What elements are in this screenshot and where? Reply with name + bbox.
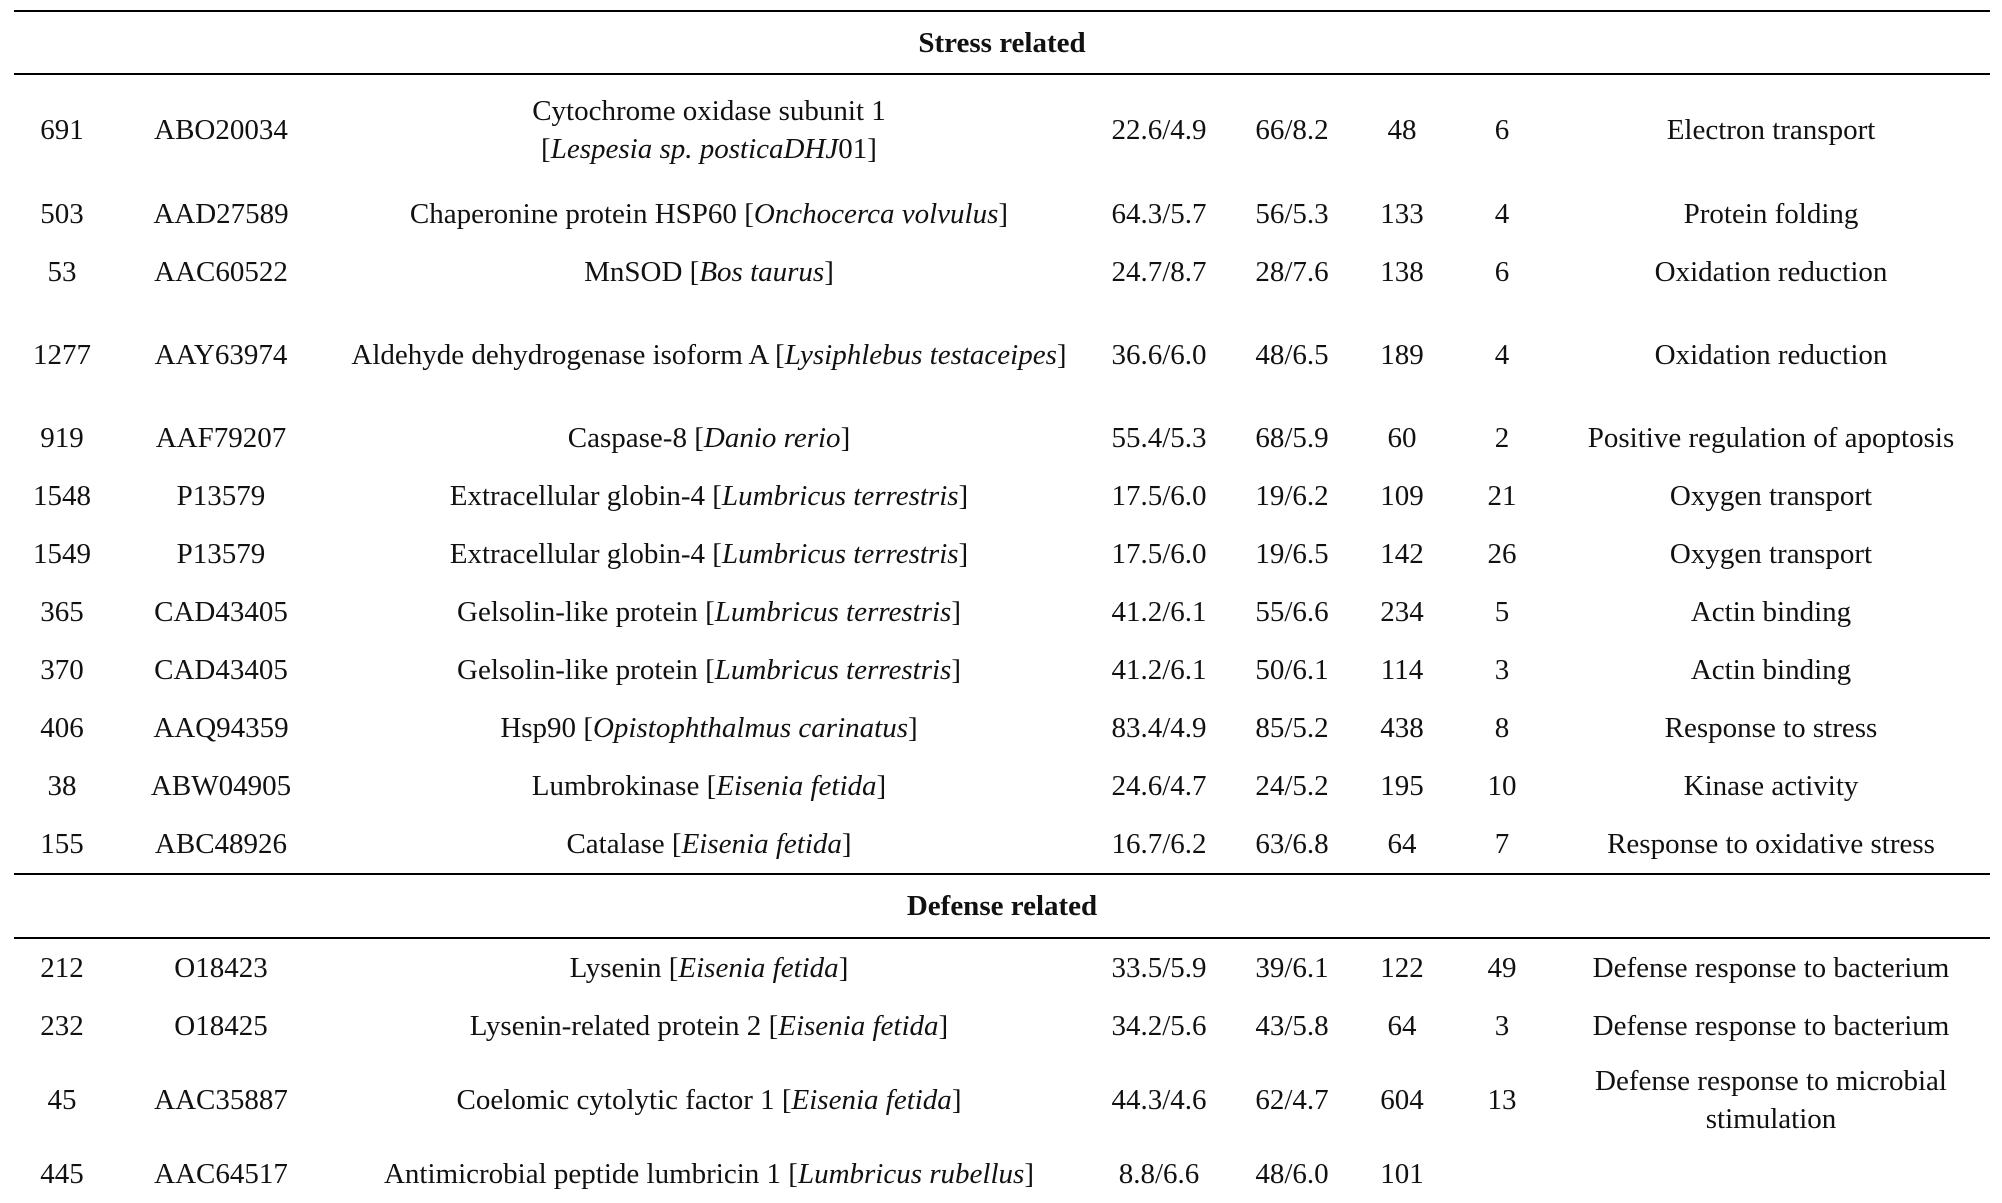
function-cell: Protein folding (1683, 198, 1859, 230)
spot-number-cell: 155 (40, 828, 84, 860)
section-header-row (14, 874, 1990, 938)
theoretical-mw-pi-cell: 36.6/6.0 (1111, 339, 1207, 371)
score-cell: 189 (1380, 339, 1424, 371)
score-cell: 122 (1380, 952, 1424, 984)
species-name: Danio rerio (703, 422, 841, 454)
score-cell: 60 (1387, 422, 1417, 454)
spot-number-cell: 370 (40, 654, 84, 686)
accession-cell: O18423 (174, 952, 268, 984)
matched-peptides-cell: 5 (1494, 596, 1510, 628)
theoretical-mw-pi-cell: 8.8/6.6 (1118, 1158, 1200, 1190)
experimental-mw-pi-cell: 19/6.5 (1255, 538, 1329, 570)
table-row (14, 938, 1990, 997)
spot-number-cell: 212 (40, 952, 84, 984)
species-name: Lumbricus terrestris (721, 480, 959, 512)
matched-peptides-cell: 21 (1487, 480, 1517, 512)
function-cell: Defense response to bacterium (1592, 1010, 1950, 1042)
table-row (14, 409, 1990, 467)
experimental-mw-pi-cell: 66/8.2 (1255, 114, 1329, 146)
spot-number-cell: 1277 (33, 339, 91, 371)
function-cell: Oxidation reduction (1654, 339, 1888, 371)
matched-peptides-cell: 13 (1487, 1084, 1517, 1116)
experimental-mw-pi-cell: 48/6.0 (1255, 1158, 1329, 1190)
theoretical-mw-pi-cell: 17.5/6.0 (1111, 480, 1207, 512)
table-row (14, 301, 1990, 409)
score-cell: 133 (1380, 198, 1424, 230)
table-row (14, 467, 1990, 525)
spot-number-cell: 919 (40, 422, 84, 454)
protein-name-cell: Chaperonine protein HSP60 [Onchocerca volvulus] (409, 198, 1009, 230)
protein-name: Lysenin (569, 952, 662, 984)
accession-cell: ABO20034 (154, 114, 288, 146)
protein-name: Lumbrokinase (531, 770, 700, 802)
protein-name-cell: Extracellular globin-4 [Lumbricus terrestris] (449, 480, 969, 512)
protein-name-cell: Coelomic cytolytic factor 1 [Eisenia fetida] (456, 1084, 962, 1116)
accession-cell: CAD43405 (154, 596, 288, 628)
spot-number-cell: 365 (40, 596, 84, 628)
matched-peptides-cell: 7 (1494, 828, 1510, 860)
function-cell: Oxidation reduction (1654, 256, 1888, 288)
experimental-mw-pi-cell: 28/7.6 (1255, 256, 1329, 288)
section-title: Defense related (14, 874, 1990, 938)
function-cell: Oxygen transport (1669, 480, 1873, 512)
protein-name-cell: Catalase [Eisenia fetida] (566, 828, 852, 860)
protein-name: MnSOD (584, 256, 683, 288)
protein-table (14, 10, 1990, 1203)
function-cell: Kinase activity (1683, 770, 1859, 802)
table-row (14, 185, 1990, 243)
section-header-row (14, 11, 1990, 74)
matched-peptides-cell: 3 (1494, 1010, 1510, 1042)
matched-peptides-cell: 26 (1487, 538, 1517, 570)
function-cell: Defense response to bacterium (1592, 952, 1950, 984)
function-cell: Actin binding (1690, 654, 1852, 686)
score-cell: 114 (1380, 654, 1424, 686)
theoretical-mw-pi-cell: 34.2/5.6 (1111, 1010, 1207, 1042)
species-name: Opistophthalmus carinatus (592, 712, 908, 744)
matched-peptides-cell: 4 (1494, 339, 1510, 371)
species-name: Lumbricus rubellus (797, 1158, 1025, 1190)
table-row (14, 997, 1990, 1055)
species-name: Eisenia fetida (681, 828, 842, 860)
theoretical-mw-pi-cell: 83.4/4.9 (1111, 712, 1207, 744)
matched-peptides-cell: 10 (1487, 770, 1517, 802)
function-cell: Response to oxidative stress (1607, 828, 1935, 860)
experimental-mw-pi-cell: 85/5.2 (1255, 712, 1329, 744)
score-cell: 142 (1380, 538, 1424, 570)
protein-name: Coelomic cytolytic factor 1 (456, 1084, 775, 1116)
table-row (14, 583, 1990, 641)
protein-name-cell: Gelsolin-like protein [Lumbricus terrestris] (457, 596, 961, 628)
spot-number-cell: 1549 (33, 538, 91, 570)
protein-name: Lysenin-related protein 2 (469, 1010, 762, 1042)
species-name: Lumbricus terrestris (714, 654, 952, 686)
score-cell: 48 (1387, 114, 1417, 146)
accession-cell: AAD27589 (153, 198, 289, 230)
table-row (14, 815, 1990, 874)
experimental-mw-pi-cell: 19/6.2 (1255, 480, 1329, 512)
accession-cell: AAQ94359 (153, 712, 289, 744)
protein-name: Chaperonine protein HSP60 (409, 198, 737, 230)
matched-peptides-cell: 4 (1494, 198, 1510, 230)
table-row (14, 699, 1990, 757)
theoretical-mw-pi-cell: 41.2/6.1 (1111, 596, 1207, 628)
matched-peptides-cell: 3 (1494, 654, 1510, 686)
species-name: Onchocerca volvulus (753, 198, 999, 230)
experimental-mw-pi-cell: 50/6.1 (1255, 654, 1329, 686)
spot-number-cell: 691 (40, 114, 84, 146)
matched-peptides-cell: 8 (1494, 712, 1510, 744)
experimental-mw-pi-cell: 68/5.9 (1255, 422, 1329, 454)
protein-name-cell: Aldehyde dehydrogenase isoform A [Lysiphlebus testaceipes] (351, 339, 1067, 371)
identified-proteins-table (14, 10, 1990, 1203)
score-cell: 438 (1380, 712, 1424, 744)
score-cell: 138 (1380, 256, 1424, 288)
spot-number-cell: 53 (47, 256, 77, 288)
experimental-mw-pi-cell: 56/5.3 (1255, 198, 1329, 230)
protein-name: Extracellular globin-4 (449, 538, 706, 570)
theoretical-mw-pi-cell: 22.6/4.9 (1111, 114, 1207, 146)
protein-name: Hsp90 (500, 712, 577, 744)
function-cell: Defense response to microbial stimulation (1595, 1065, 1947, 1135)
section-title: Stress related (14, 11, 1990, 74)
experimental-mw-pi-cell: 62/4.7 (1255, 1084, 1329, 1116)
protein-name: Cytochrome oxidase subunit 1 (532, 95, 886, 127)
table-row (14, 757, 1990, 815)
accession-cell: ABC48926 (154, 828, 288, 860)
protein-name-cell: Lysenin [Eisenia fetida] (569, 952, 849, 984)
table-row (14, 641, 1990, 699)
protein-name-cell: Extracellular globin-4 [Lumbricus terrestris] (449, 538, 969, 570)
species-name: Bos taurus (699, 256, 825, 288)
species-name: Lumbricus terrestris (721, 538, 959, 570)
protein-name-cell: Antimicrobial peptide lumbricin 1 [Lumbricus rubellus] (383, 1158, 1035, 1190)
score-cell: 234 (1380, 596, 1424, 628)
function-cell: Electron transport (1666, 114, 1876, 146)
function-cell: Oxygen transport (1669, 538, 1873, 570)
accession-cell: AAC64517 (154, 1158, 288, 1190)
protein-name-cell: Hsp90 [Opistophthalmus carinatus] (500, 712, 918, 744)
species-name: Eisenia fetida (791, 1084, 952, 1116)
theoretical-mw-pi-cell: 64.3/5.7 (1111, 198, 1207, 230)
theoretical-mw-pi-cell: 24.7/8.7 (1111, 256, 1207, 288)
accession-cell: AAF79207 (155, 422, 287, 454)
accession-cell: AAC60522 (154, 256, 288, 288)
accession-cell: AAY63974 (154, 339, 288, 371)
protein-name-cell: Lysenin-related protein 2 [Eisenia fetida] (469, 1010, 949, 1042)
score-cell: 101 (1380, 1158, 1424, 1190)
spot-number-cell: 45 (47, 1084, 77, 1116)
theoretical-mw-pi-cell: 33.5/5.9 (1111, 952, 1207, 984)
accession-cell: CAD43405 (154, 654, 288, 686)
spot-number-cell: 232 (40, 1010, 84, 1042)
score-cell: 195 (1380, 770, 1424, 802)
function-cell: Positive regulation of apoptosis (1587, 422, 1955, 454)
experimental-mw-pi-cell: 63/6.8 (1255, 828, 1329, 860)
table-row (14, 243, 1990, 301)
spot-number-cell: 445 (40, 1158, 84, 1190)
experimental-mw-pi-cell: 43/5.8 (1255, 1010, 1329, 1042)
function-cell: Response to stress (1664, 712, 1878, 744)
protein-name-cell: MnSOD [Bos taurus] (584, 256, 834, 288)
experimental-mw-pi-cell: 48/6.5 (1255, 339, 1329, 371)
function-cell: Actin binding (1690, 596, 1852, 628)
table-row (14, 74, 1990, 185)
matched-peptides-cell: 6 (1494, 114, 1510, 146)
protein-name: Catalase (566, 828, 665, 860)
spot-number-cell: 38 (47, 770, 77, 802)
spot-number-cell: 503 (40, 198, 84, 230)
table-body (14, 11, 1990, 1203)
score-cell: 604 (1380, 1084, 1424, 1116)
protein-name-cell: Caspase-8 [Danio rerio] (567, 422, 851, 454)
species-name: Eisenia fetida (778, 1010, 939, 1042)
experimental-mw-pi-cell: 24/5.2 (1255, 770, 1329, 802)
accession-cell: ABW04905 (150, 770, 292, 802)
matched-peptides-cell: 49 (1487, 952, 1517, 984)
species-name: Eisenia fetida (716, 770, 877, 802)
accession-cell: AAC35887 (154, 1084, 288, 1116)
protein-name: Antimicrobial peptide lumbricin 1 (383, 1158, 782, 1190)
accession-cell: P13579 (176, 538, 266, 570)
theoretical-mw-pi-cell: 41.2/6.1 (1111, 654, 1207, 686)
species-suffix: 01 (838, 133, 868, 165)
species-name: Eisenia fetida (678, 952, 839, 984)
protein-name-cell: Lumbrokinase [Eisenia fetida] (531, 770, 887, 802)
theoretical-mw-pi-cell: 55.4/5.3 (1111, 422, 1207, 454)
protein-name: Gelsolin-like protein (457, 596, 698, 628)
spot-number-cell: 1548 (33, 480, 91, 512)
species-name: Lysiphlebus testaceipes (784, 339, 1057, 371)
species-name: Lumbricus terrestris (714, 596, 952, 628)
experimental-mw-pi-cell: 39/6.1 (1255, 952, 1329, 984)
matched-peptides-cell (1452, 1145, 1552, 1203)
theoretical-mw-pi-cell: 24.6/4.7 (1111, 770, 1207, 802)
score-cell: 109 (1380, 480, 1424, 512)
protein-name-cell: Cytochrome oxidase subunit 1 [Lespesia sp. posticaDHJ01] (532, 95, 886, 165)
species-name: Lespesia sp. posticaDHJ (550, 133, 839, 165)
accession-cell: P13579 (176, 480, 266, 512)
score-cell: 64 (1387, 828, 1417, 860)
matched-peptides-cell: 6 (1494, 256, 1510, 288)
protein-name: Extracellular globin-4 (449, 480, 706, 512)
spot-number-cell: 406 (40, 712, 84, 744)
table-row (14, 525, 1990, 583)
protein-name-cell: Gelsolin-like protein [Lumbricus terrestris] (457, 654, 961, 686)
theoretical-mw-pi-cell: 17.5/6.0 (1111, 538, 1207, 570)
matched-peptides-cell: 2 (1494, 422, 1510, 454)
function-cell (1552, 1145, 1990, 1203)
protein-name: Gelsolin-like protein (457, 654, 698, 686)
table-row (14, 1145, 1990, 1203)
table-row (14, 1055, 1990, 1145)
accession-cell: O18425 (174, 1010, 268, 1042)
protein-name: Caspase-8 (567, 422, 687, 454)
protein-name: Aldehyde dehydrogenase isoform A (351, 339, 768, 371)
score-cell: 64 (1387, 1010, 1417, 1042)
theoretical-mw-pi-cell: 44.3/4.6 (1111, 1084, 1207, 1116)
experimental-mw-pi-cell: 55/6.6 (1255, 596, 1329, 628)
theoretical-mw-pi-cell: 16.7/6.2 (1111, 828, 1207, 860)
